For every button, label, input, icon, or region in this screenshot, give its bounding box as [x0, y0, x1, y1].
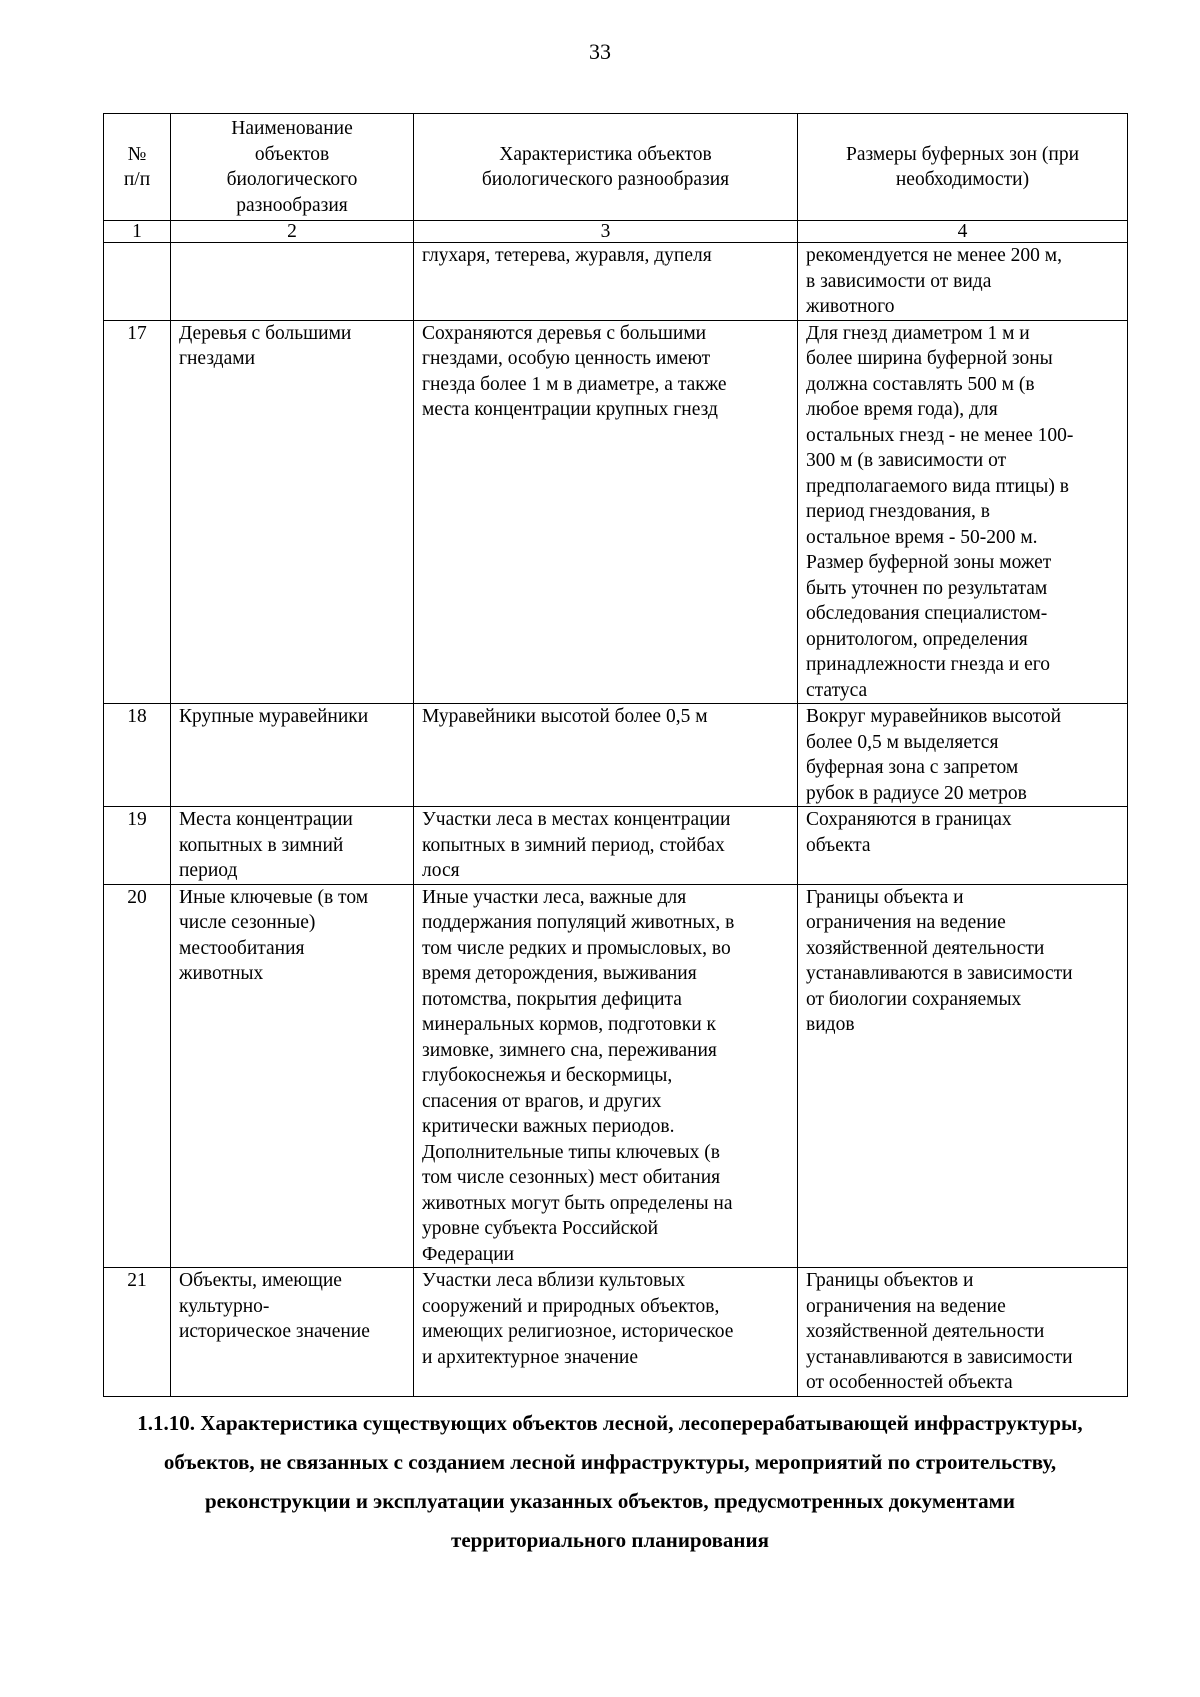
row-object-name: Места концентрации копытных в зимний период — [171, 807, 414, 885]
row-characteristic: Сохраняются деревья с большими гнездами, особую ценность имеют гнезда более 1 м в диаметре, а также места концентрации крупных гнезд — [414, 320, 798, 704]
row-number: 19 — [104, 807, 171, 885]
row-buffer-zone: Сохраняются в границах объекта — [798, 807, 1128, 885]
column-number: 4 — [798, 221, 1128, 243]
column-number: 3 — [414, 221, 798, 243]
row-number: 20 — [104, 884, 171, 1268]
row-number: 17 — [104, 320, 171, 704]
table-row — [104, 884, 1128, 1268]
row-buffer-zone: Вокруг муравейников высотой более 0,5 м выделяется буферная зона с запретом рубок в радиусе 20 метров — [798, 704, 1128, 807]
row-characteristic: Муравейники высотой более 0,5 м — [414, 704, 798, 807]
row-characteristic: Иные участки леса, важные для поддержания популяций животных, в том числе редких и промысловых, во время деторождения, выживания потомства, покрытия дефицита минеральных кормов, подготовки к зимовке, зимнего сна, переживания глубокоснежья и бескормицы, спасения от врагов, и других критически важных периодов. Дополнительные типы ключевых (в том числе сезонных) мест обитания животных могут быть определены на уровне субъекта Российской Федерации — [414, 884, 798, 1268]
table-row — [104, 704, 1128, 807]
row-buffer-zone: Для гнезд диаметром 1 м и более ширина буферной зоны должна составлять 500 м (в любое время года), для остальных гнезд - не менее 100- 300 м (в зависимости от предполагаемого вида птицы) в период гнездования, в остальное время - 50-200 м. Размер буферной зоны может быть уточнен по результатам обследования специалистом- орнитологом, определения принадлежности гнезда и его статуса — [798, 320, 1128, 704]
row-object-name: Крупные муравейники — [171, 704, 414, 807]
row-characteristic: Участки леса в местах концентрации копытных в зимний период, стойбах лося — [414, 807, 798, 885]
header-number: № п/п — [104, 114, 171, 221]
table-header — [104, 114, 1128, 243]
row-object-name: Деревья с большими гнездами — [171, 320, 414, 704]
row-characteristic: Участки леса вблизи культовых сооружений и природных объектов, имеющих религиозное, историческое и архитектурное значение — [414, 1268, 798, 1397]
column-number: 2 — [171, 221, 414, 243]
page-number: 33 — [589, 39, 611, 64]
row-buffer-zone: Границы объектов и ограничения на ведение хозяйственной деятельности устанавливаются в зависимости от особенностей объекта — [798, 1268, 1128, 1397]
row-object-name: Иные ключевые (в том числе сезонные) местообитания животных — [171, 884, 414, 1268]
biodiversity-table — [103, 113, 1128, 1397]
header-object-name: Наименование объектов биологического разнообразия — [171, 114, 414, 221]
row-buffer-zone: Границы объекта и ограничения на ведение хозяйственной деятельности устанавливаются в зависимости от биологии сохраняемых видов — [798, 884, 1128, 1268]
row-number — [104, 243, 171, 321]
row-object-name — [171, 243, 414, 321]
row-number: 21 — [104, 1268, 171, 1397]
row-buffer-zone: рекомендуется не менее 200 м, в зависимости от вида животного — [798, 243, 1128, 321]
table-row — [104, 807, 1128, 885]
table-row — [104, 320, 1128, 704]
column-number-row — [104, 221, 1128, 243]
table-row — [104, 1268, 1128, 1397]
section-heading: 1.1.10. Характеристика существующих объектов лесной, лесоперерабатывающей инфраструктуры, объектов, не связанных с созданием лесной инфраструктуры, мероприятий по строительству, реконструкции и эксплуатации указанных объектов, предусмотренных документами территориального планирования — [137, 1411, 1083, 1552]
row-object-name: Объекты, имеющие культурно- историческое значение — [171, 1268, 414, 1397]
header-buffer-zone: Размеры буферных зон (при необходимости) — [798, 114, 1128, 221]
row-number: 18 — [104, 704, 171, 807]
column-number: 1 — [104, 221, 171, 243]
row-characteristic: глухаря, тетерева, журавля, дупеля — [414, 243, 798, 321]
table-row — [104, 243, 1128, 321]
header-characteristic: Характеристика объектов биологического разнообразия — [414, 114, 798, 221]
